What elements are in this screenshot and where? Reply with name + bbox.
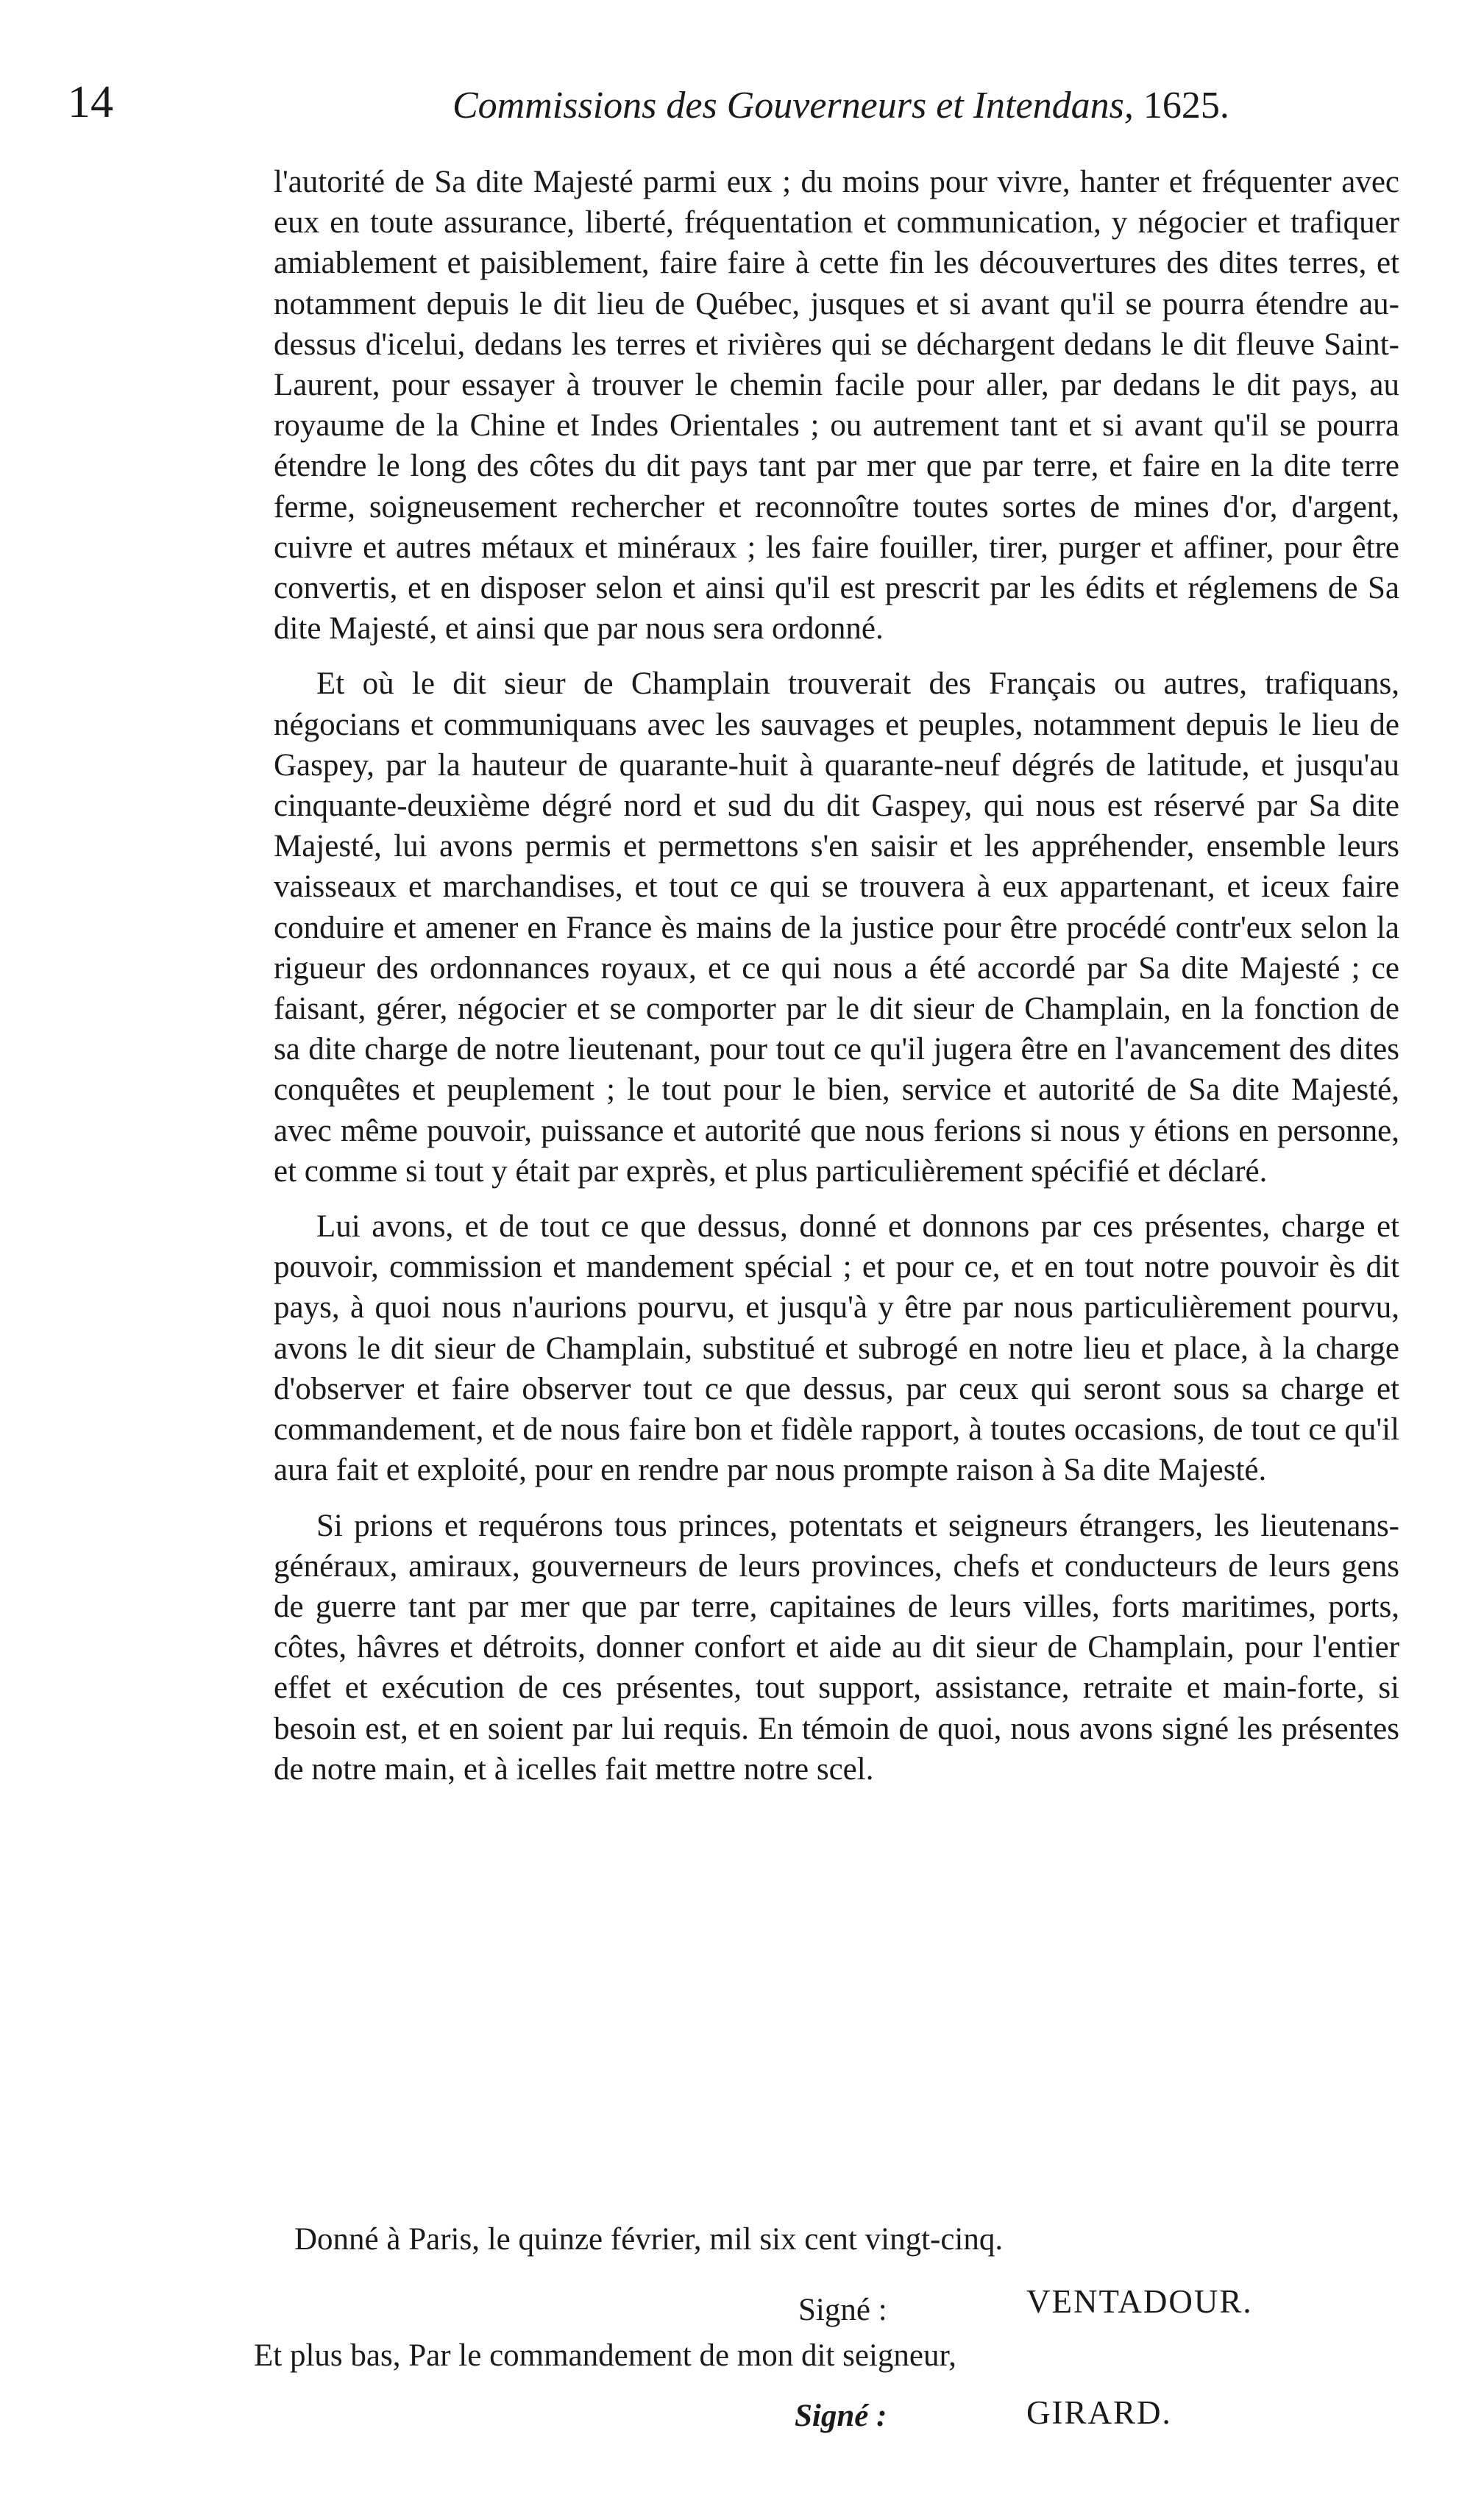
- paragraph-seizure-clause: Et où le dit sieur de Champlain trouverait des Français ou autres, trafiquans, négocians et communiquans avec les sauvages et peuples, notamment depuis le lieu de Gaspey, par la hauteur de quarante-huit à quarante-neuf dégrés de latitude, et jusqu'au cinquante-deuxième dégré nord et sud du dit Gaspey, qui nous est réservé par Sa dite Majesté, lui avons permis et permettons s'en saisir et les appréhender, ensemble leurs vaisseaux et marchandises, et tout ce qui se trouvera à eux appartenant, et iceux faire conduire et amener en France ès mains de la justice pour être procédé contr'eux selon la rigueur des ordonnances royaux, et ce qui nous a été accordé par Sa dite Majesté ; ce faisant, gérer, négocier et se comporter par le dit sieur de Champlain, en la fonction de sa dite charge de notre lieutenant, pour tout ce qu'il jugera être en l'avancement des dites conquêtes et peuplement ; le tout pour le bien, service et autorité de Sa dite Majesté, avec même pouvoir, puissance et autorité que nous ferions si nous y étions en personne, et comme si tout y était par exprès, et plus particulièrement spécifié et déclaré.: [274, 666, 1399, 1189]
- paragraph-request-clause: Si prions et requérons tous princes, potentats et seigneurs étrangers, les lieutenans-généraux, amiraux, gouverneurs de leurs provinces, chefs et conducteurs de leurs gens de guerre tant par mer que par terre, capitaines de leurs villes, forts maritimes, ports, côtes, hâvres et détroits, donner confort et aide au dit sieur de Champlain, pour l'entier effet et exécution de ces présentes, tout support, assistance, retraite et main-forte, si besoin est, et en soient par lui requis. En témoin de quoi, nous avons signé les présentes de notre main, et à icelles fait mettre notre scel.: [274, 1508, 1399, 1787]
- page-number: 14: [68, 77, 113, 127]
- running-title: Commissions des Gouverneurs et Intendans,: [452, 85, 1134, 127]
- countersign-line: Et plus bas, Par le commandement de mon dit seigneur,: [254, 2338, 956, 2373]
- signer-name-2: GIRARD.: [1026, 2394, 1172, 2431]
- signed-label-1: Signé :: [798, 2293, 887, 2327]
- paragraph-continuation: l'autorité de Sa dite Majesté parmi eux ; du moins pour vivre, hanter et fréquenter avec eux en toute assurance, liberté, fréquentation et communication, y négocier et trafiquer amiablement et paisiblement, faire faire à cette fin les découvertures des dites terres, et notamment depuis le dit lieu de Québec, jusques et si avant qu'il se pourra étendre au-dessus d'icelui, dedans les terres et rivières qui se déchargent dedans le dit fleuve Saint-Laurent, pour essayer à trouver le chemin facile pour aller, par dedans le dit pays, au royaume de la Chine et Indes Orientales ; ou autrement tant et si avant qu'il se pourra étendre le long des côtes du dit pays tant par mer que par terre, et faire en la dite terre ferme, soigneusement rechercher et reconnoître toutes sortes de mines d'or, d'argent, cuivre et autres métaux et minéraux ; les faire fouiller, tirer, purger et affiner, pour être convertis, et en disposer selon et ainsi qu'il est prescrit par les édits et réglemens de Sa dite Majesté, et ainsi que par nous sera ordonné.: [274, 165, 1399, 647]
- signer-name-1: VENTADOUR.: [1026, 2283, 1253, 2320]
- running-head-year: 1625.: [1143, 85, 1229, 127]
- paragraph-mandate-clause: Lui avons, et de tout ce que dessus, donné et donnons par ces présentes, charge et pouvoir, commission et mandement spécial ; et pour ce, et en tout notre pouvoir ès dit pays, à quoi nous n'aurions pourvu, et jusqu'à y être par nous particulièrement pourvu, avons le dit sieur de Champlain, substitué et subrogé en notre lieu et place, à la charge d'observer et faire observer tout ce que dessus, par ceux qui seront sous sa charge et commandement, et de nous faire bon et fidèle rapport, à toutes occasions, de tout ce qu'il aura fait et exploité, pour en rendre par nous prompte raison à Sa dite Majesté.: [274, 1209, 1399, 1488]
- date-line: Donné à Paris, le quinze février, mil six cent vingt-cinq.: [294, 2222, 1004, 2257]
- running-head: [452, 87, 1229, 125]
- body-text: [274, 162, 1399, 1790]
- signed-label-2: Signé :: [795, 2399, 887, 2433]
